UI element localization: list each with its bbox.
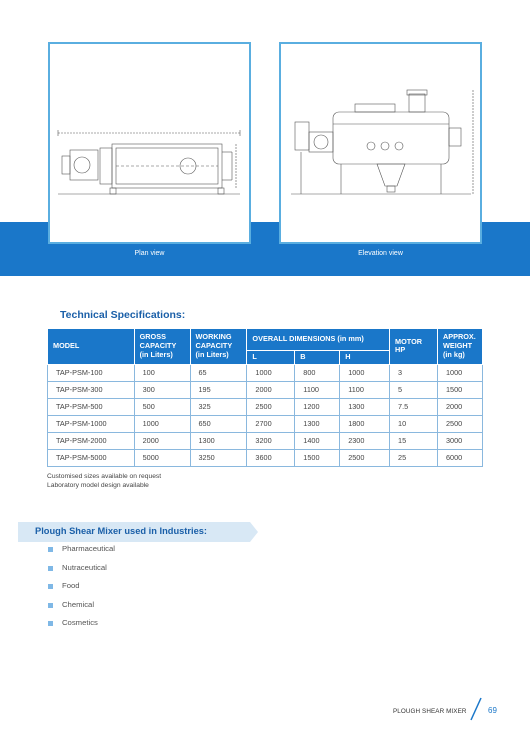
industries-title: Plough Shear Mixer used in Industries: [35, 526, 208, 536]
header-gross-capacity: GROSS CAPACITY (in Liters) [134, 329, 190, 365]
note-custom-sizes: Customised sizes available on request [47, 473, 162, 480]
bullet-square-icon [48, 584, 53, 589]
bullet-square-icon [48, 547, 53, 552]
table-row: TAP-PSM-5000 5000 3250 3600 1500 2500 25 6000 [48, 449, 483, 466]
table-row: TAP-PSM-2000 2000 1300 3200 1400 2300 15 3000 [48, 432, 483, 449]
bullet-square-icon [48, 621, 53, 626]
table-row: TAP-PSM-100 100 65 1000 800 1000 3 1000 [48, 364, 483, 381]
footer-section-name: PLOUGH SHEAR MIXER [393, 708, 467, 715]
industries-list [48, 540, 115, 633]
list-item: Nutraceutical [48, 559, 115, 578]
table-row: TAP-PSM-1000 1000 650 2700 1300 1800 10 2500 [48, 415, 483, 432]
plan-view-caption: Plan view [134, 250, 165, 257]
plan-view-figure [48, 42, 251, 244]
footer-slash-divider [467, 697, 483, 721]
note-lab-model: Laboratory model design available [47, 482, 149, 490]
header-h: H [340, 351, 390, 365]
list-item: Pharmaceutical [48, 540, 115, 559]
plan-view-drawing [50, 44, 249, 242]
header-overall-dimensions: OVERALL DIMENSIONS (in mm) [247, 329, 390, 351]
elevation-view-figure [279, 42, 482, 244]
table-row: TAP-PSM-500 500 325 2500 1200 1300 7.5 2000 [48, 398, 483, 415]
table-row: TAP-PSM-300 300 195 2000 1100 1100 5 1500 [48, 381, 483, 398]
header-working-capacity: WORKING CAPACITY (in Liters) [190, 329, 247, 365]
elevation-view-caption: Elevation view [358, 250, 403, 257]
header-b: B [295, 351, 340, 365]
header-model: MODEL [48, 329, 135, 365]
list-item: Food [48, 577, 115, 596]
elevation-view-drawing [281, 44, 480, 242]
spec-notes [47, 472, 161, 490]
header-approx-weight: APPROX. WEIGHT (in kg) [437, 329, 482, 365]
page-number: 69 [488, 706, 497, 715]
list-item: Chemical [48, 596, 115, 615]
bullet-square-icon [48, 603, 53, 608]
tech-specs-table [47, 328, 483, 467]
list-item: Cosmetics [48, 614, 115, 633]
header-motor-hp: MOTOR HP [390, 329, 438, 365]
header-l: L [247, 351, 295, 365]
tech-specs-title: Technical Specifications: [60, 309, 186, 321]
bullet-square-icon [48, 566, 53, 571]
